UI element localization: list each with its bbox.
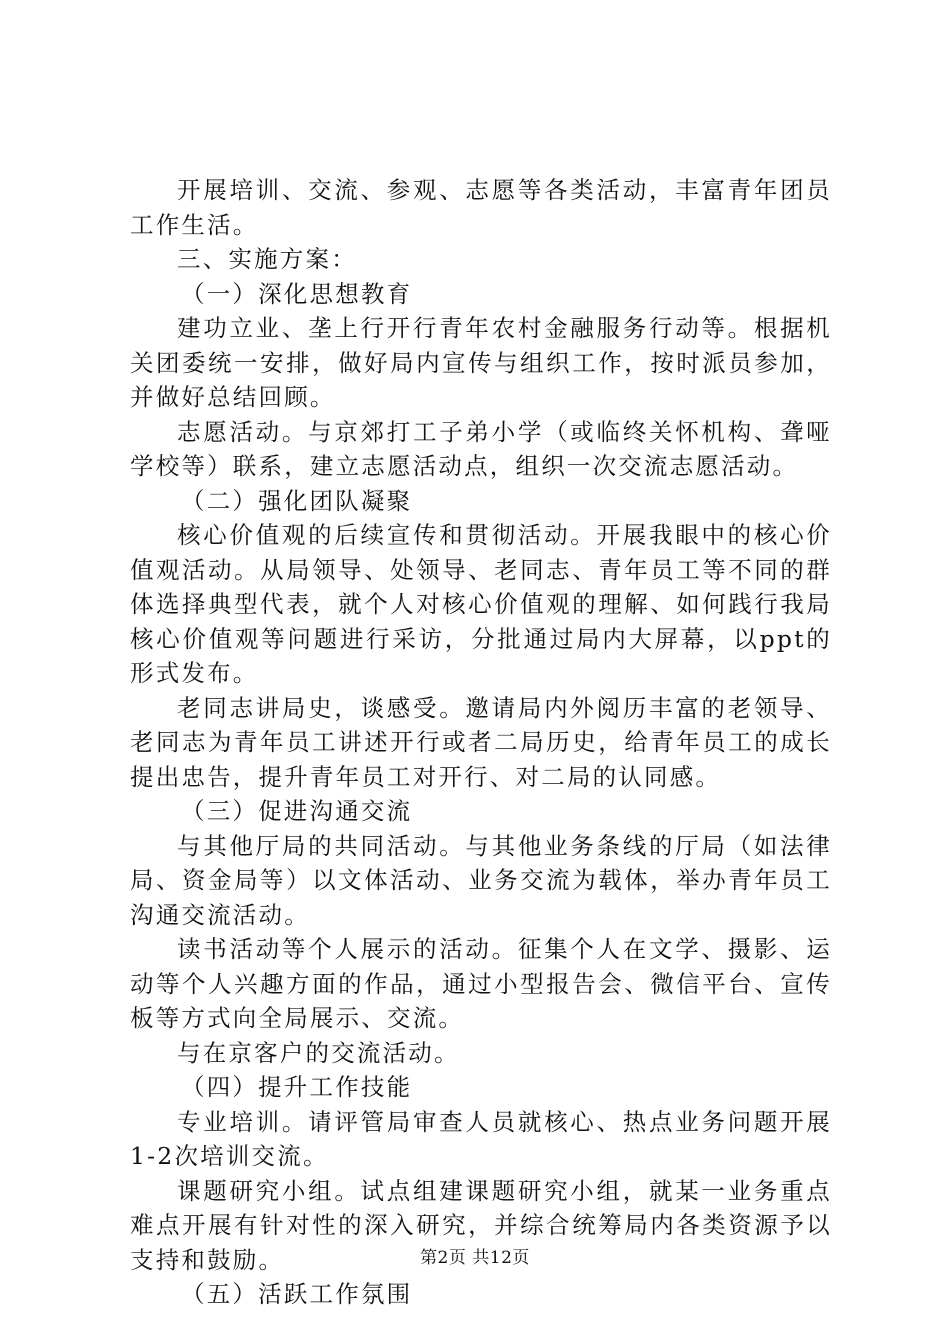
page-number-footer: 第2页 共12页	[420, 1248, 530, 1268]
paragraph: 开展培训、交流、参观、志愿等各类活动，丰富青年团员工作生活。	[130, 176, 832, 239]
subsection-heading: （五）活跃工作氛围	[181, 1280, 413, 1308]
paragraph: 核心价值观的后续宣传和贯彻活动。开展我眼中的核心价值观活动。从局领导、处领导、老同志、青年员工等不同的群体选择典型代表，就个人对核心价值观的理解、如何践行我局核心价值观等问题进行采访，分批通过局内大屏幕，以ppt的形式发布。	[130, 521, 832, 687]
paragraph: 老同志讲局史，谈感受。邀请局内外阅历丰富的老领导、老同志为青年员工讲述开行或者二局历史，给青年员工的成长提出忠告，提升青年员工对开行、对二局的认同感。	[130, 693, 832, 791]
paragraph: 与其他厅局的共同活动。与其他业务条线的厅局（如法律局、资金局等）以文体活动、业务交流为载体，举办青年员工沟通交流活动。	[130, 831, 832, 929]
paragraph: 专业培训。请评管局审查人员就核心、热点业务问题开展1-2次培训交流。	[130, 1107, 832, 1170]
paragraph: 志愿活动。与京郊打工子弟小学（或临终关怀机构、聋哑学校等）联系，建立志愿活动点，组织一次交流志愿活动。	[130, 417, 832, 480]
document-body	[130, 173, 832, 1312]
section-heading: 三、实施方案：	[177, 245, 357, 273]
subsection-heading: （四）提升工作技能	[181, 1073, 413, 1101]
paragraph: 课题研究小组。试点组建课题研究小组，就某一业务重点难点开展有针对性的深入研究，并综合统筹局内各类资源予以支持和鼓励。	[130, 1176, 832, 1274]
subsection-heading: （一）深化思想教育	[181, 279, 413, 308]
subsection-heading: （三）促进沟通交流	[181, 797, 413, 825]
paragraph: 建功立业、垄上行开行青年农村金融服务行动等。根据机关团委统一安排，做好局内宣传与组织工作，按时派员参加，并做好总结回顾。	[130, 314, 832, 411]
paragraph: 与在京客户的交流活动。	[177, 1038, 460, 1067]
subsection-heading: （二）强化团队凝聚	[181, 486, 413, 515]
paragraph: 读书活动等个人展示的活动。征集个人在文学、摄影、运动等个人兴趣方面的作品，通过小型报告会、微信平台、宣传板等方式向全局展示、交流。	[130, 935, 832, 1032]
